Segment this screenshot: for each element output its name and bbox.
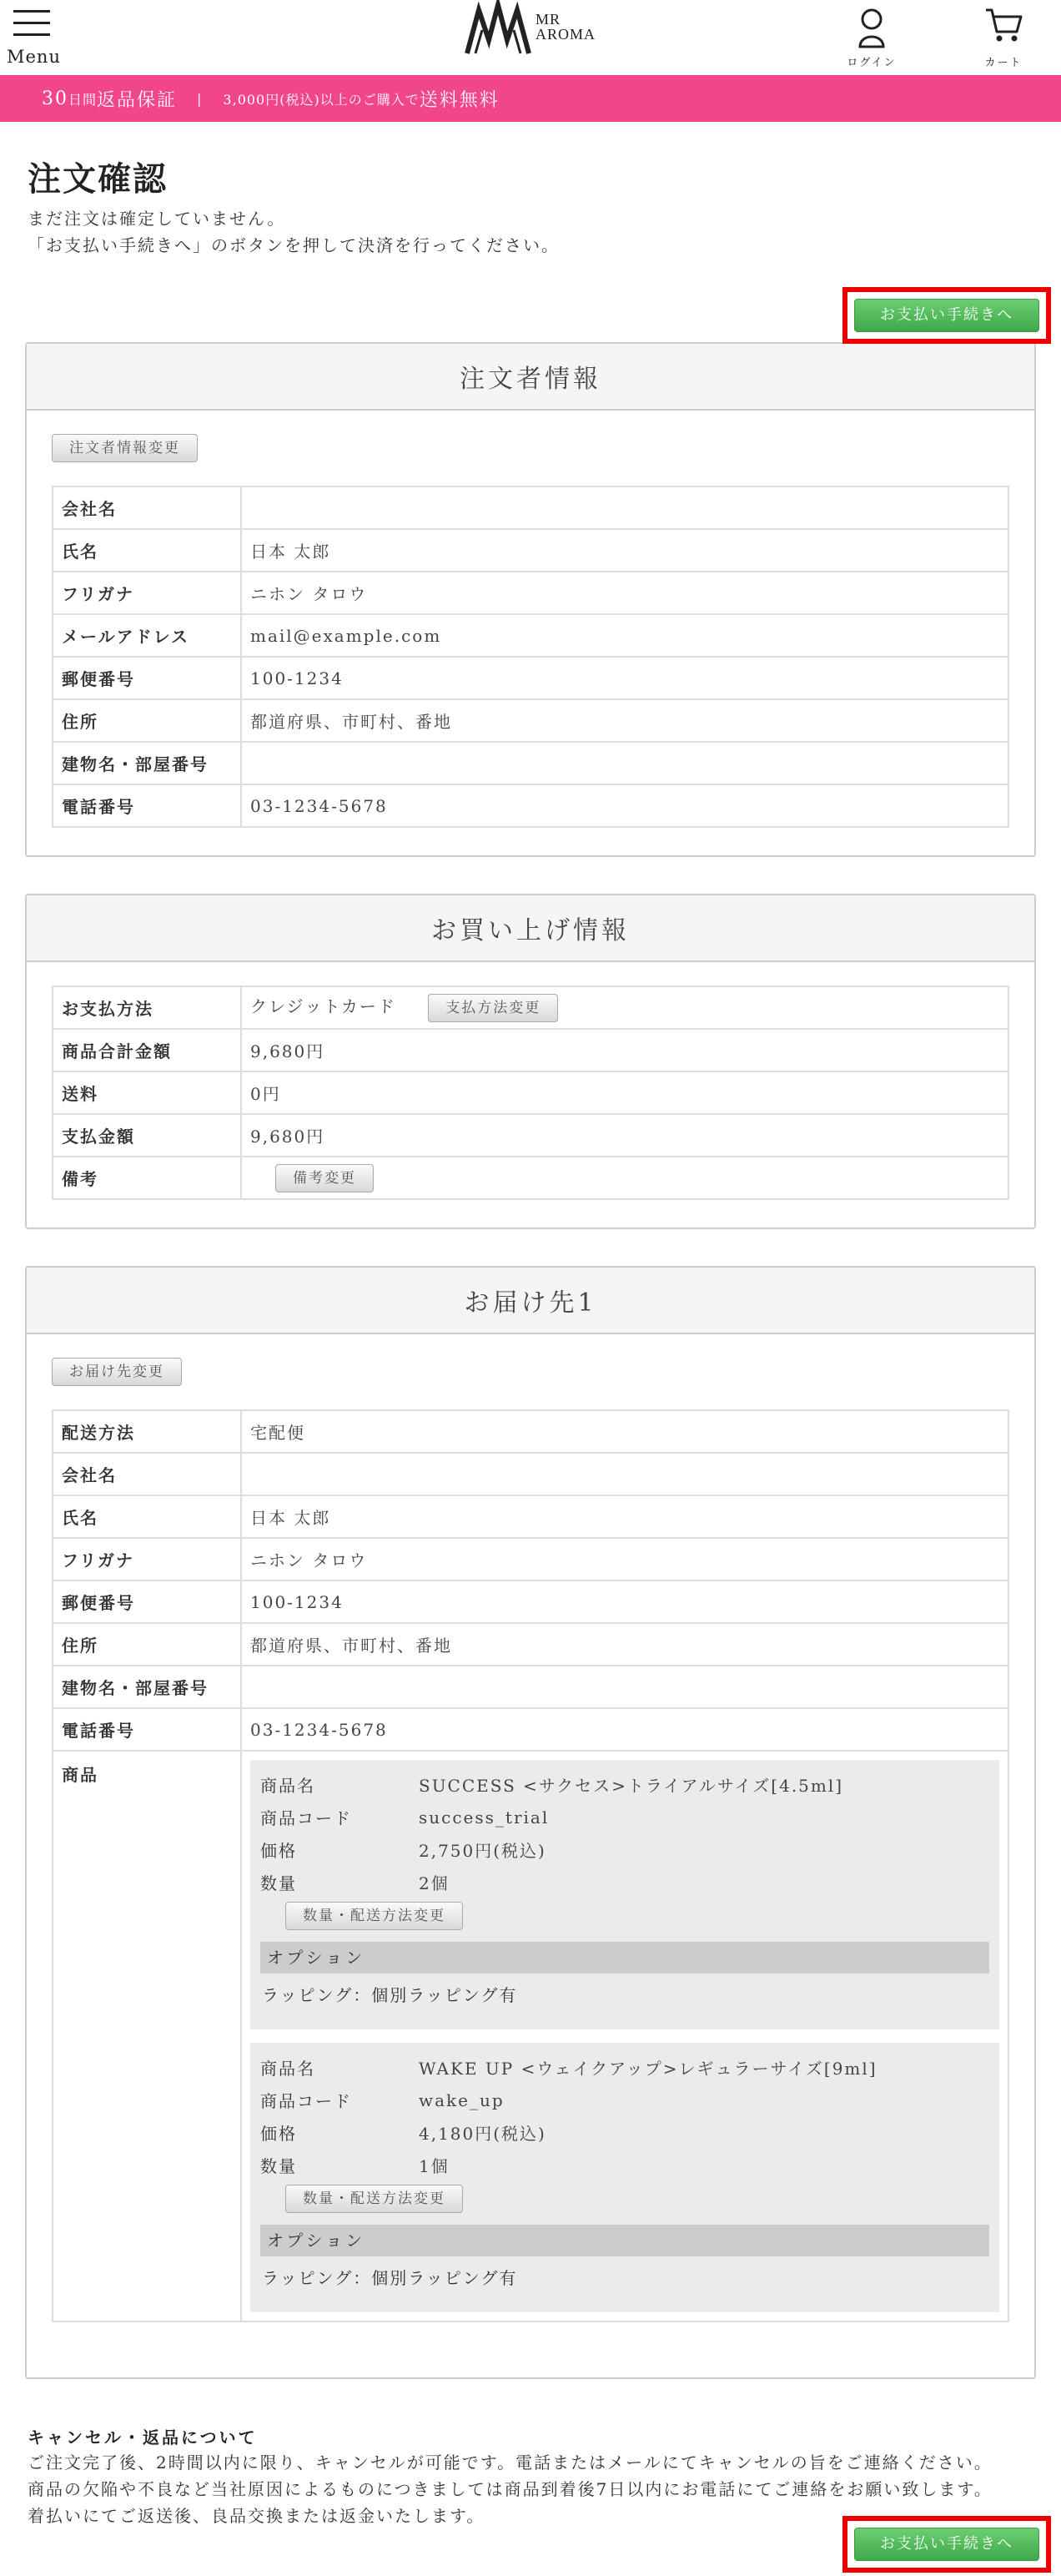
table-row — [53, 1410, 1008, 1453]
table-row — [53, 1029, 1008, 1071]
promo-banner — [0, 75, 1061, 122]
product-price-row — [260, 2116, 989, 2149]
row-label: 配送方法 — [53, 1410, 241, 1453]
proceed-to-payment-button-bottom[interactable]: お支払い手続きへ — [854, 2528, 1039, 2561]
row-label: 住所 — [53, 1623, 241, 1666]
policy-title: キャンセル・返品について — [28, 2427, 258, 2447]
table-row — [53, 1453, 1008, 1495]
total-amount-label: 支払金額 — [53, 1114, 241, 1157]
login-label: ログイン — [847, 57, 897, 69]
row-value: 都道府県、市町村、番地 — [241, 699, 1008, 742]
policy-line-2: 商品の欠陥や不良など当社原因によるものにつきましては商品到着後7日以内にお電話にてご連絡をお願い致します。 — [28, 2479, 993, 2499]
product-qty-value: 2個 — [419, 1873, 450, 1893]
product-qty-row — [260, 1866, 989, 1898]
table-row — [53, 572, 1008, 614]
total-amount-value: 9,680円 — [241, 1114, 1008, 1157]
purchase-info-heading: お買い上げ情報 — [27, 895, 1034, 962]
payment-method-label: お支払方法 — [53, 986, 241, 1029]
logo-mark-icon — [464, 0, 532, 58]
product-code-row — [260, 2084, 989, 2116]
product-code-value: wake_up — [419, 2090, 505, 2110]
row-label: 住所 — [53, 699, 241, 742]
product-card — [250, 1760, 999, 2029]
product-code-value: success_trial — [419, 1807, 550, 1827]
product-price-label: 価格 — [260, 1841, 297, 1861]
row-value: ニホン タロウ — [241, 1538, 1008, 1580]
option-heading: オプション — [260, 2225, 989, 2256]
product-code-label: 商品コード — [260, 2091, 352, 2111]
products-cell — [241, 1751, 1008, 2321]
delivery-info-table — [52, 1409, 1009, 2322]
purchase-info-section — [25, 894, 1036, 1229]
row-value: ニホン タロウ — [241, 572, 1008, 614]
table-row — [53, 1495, 1008, 1538]
row-label: 郵便番号 — [53, 657, 241, 699]
cart-label: カート — [984, 57, 1023, 69]
row-label: 会社名 — [53, 1453, 241, 1495]
table-row — [53, 1708, 1008, 1751]
page-title: 注文確認 — [28, 159, 168, 199]
row-label: 氏名 — [53, 529, 241, 572]
change-quantity-shipping-button[interactable]: 数量・配送方法変更 — [285, 2185, 463, 2213]
promo-days-suffix: 日間 — [68, 91, 98, 108]
row-label: 電話番号 — [53, 1708, 241, 1751]
row-value — [241, 742, 1008, 784]
table-row — [53, 657, 1008, 699]
logo-text: MR AROMA — [536, 11, 596, 43]
row-label: 氏名 — [53, 1495, 241, 1538]
row-value — [241, 486, 1008, 529]
site-header — [0, 0, 1061, 75]
cart-icon — [984, 7, 1023, 43]
row-value: 100-1234 — [241, 657, 1008, 699]
product-name-row — [260, 1768, 989, 1801]
delivery-heading: お届け先1 — [27, 1268, 1034, 1334]
product-price-label: 価格 — [260, 2124, 297, 2144]
table-row — [53, 1071, 1008, 1114]
product-name-row — [260, 2051, 989, 2084]
promo-threshold: 3,000円(税込)以上のご購入で — [223, 91, 420, 108]
edit-orderer-button[interactable]: 注文者情報変更 — [52, 434, 198, 462]
row-value: 都道府県、市町村、番地 — [241, 1623, 1008, 1666]
product-price-value: 2,750円(税込) — [419, 1841, 546, 1861]
table-row — [53, 614, 1008, 657]
product-code-label: 商品コード — [260, 1808, 352, 1828]
order-notice — [28, 205, 1033, 259]
change-payment-method-button[interactable]: 支払方法変更 — [428, 994, 558, 1022]
product-name-label: 商品名 — [260, 1776, 315, 1796]
row-label: メールアドレス — [53, 614, 241, 657]
row-value: mail@example.com — [241, 614, 1008, 657]
product-qty-label: 数量 — [260, 2156, 297, 2176]
pay-button-highlight-bottom — [842, 2516, 1051, 2573]
row-value: 日本 太郎 — [241, 529, 1008, 572]
user-icon — [855, 7, 888, 48]
orderer-info-table — [52, 486, 1009, 828]
menu-label: Menu — [7, 47, 61, 67]
row-value — [241, 1453, 1008, 1495]
order-confirm-intro — [0, 122, 1061, 342]
table-row — [53, 1157, 1008, 1199]
orderer-info-section — [25, 342, 1036, 857]
table-row — [53, 1751, 1008, 2321]
edit-remarks-button[interactable]: 備考変更 — [275, 1164, 374, 1192]
row-value: 03-1234-5678 — [241, 1708, 1008, 1751]
product-price-row — [260, 1833, 989, 1866]
site-logo[interactable] — [464, 0, 606, 58]
product-name-value: WAKE UP <ウェイクアップ>レギュラーサイズ[9ml] — [419, 2059, 877, 2079]
row-value: 日本 太郎 — [241, 1495, 1008, 1538]
notice-line-2: 「お支払い手続きへ」のボタンを押して決済を行ってください。 — [28, 235, 560, 255]
table-row — [53, 486, 1008, 529]
hamburger-icon — [13, 10, 50, 35]
table-row — [53, 1580, 1008, 1623]
promo-days: 30 — [42, 88, 68, 109]
row-value — [241, 1666, 1008, 1708]
row-value: 宅配便 — [241, 1410, 1008, 1453]
orderer-info-heading: 注文者情報 — [27, 344, 1034, 411]
remarks-cell — [241, 1157, 1008, 1199]
table-row — [53, 784, 1008, 827]
table-row — [53, 742, 1008, 784]
table-row — [53, 986, 1008, 1029]
login-button[interactable] — [842, 7, 901, 68]
promo-guarantee: 返品保証 — [97, 89, 178, 111]
promo-separator: | — [197, 90, 204, 107]
option-value: ラッピング：個別ラッピング有 — [262, 1985, 518, 2005]
table-row — [53, 1114, 1008, 1157]
products-label: 商品 — [53, 1751, 241, 2321]
product-code-row — [260, 1801, 989, 1833]
purchase-info-table — [52, 986, 1009, 1200]
product-qty-label: 数量 — [260, 1873, 297, 1893]
table-row — [53, 1538, 1008, 1580]
payment-method-value: クレジットカード — [250, 996, 396, 1017]
change-quantity-shipping-button[interactable]: 数量・配送方法変更 — [285, 1902, 463, 1930]
product-card — [250, 2043, 999, 2312]
pay-button-highlight-top — [842, 287, 1051, 344]
policy-line-3: 着払いにてご返送後、良品交換または返金いたします。 — [28, 2506, 485, 2526]
menu-button[interactable] — [7, 5, 60, 68]
shipping-fee-value: 0円 — [241, 1071, 1008, 1114]
policy-line-1: ご注文完了後、2時間以内に限り、キャンセルが可能です。電話またはメールにてキャンセルの旨をご連絡ください。 — [28, 2452, 993, 2473]
row-label: 会社名 — [53, 486, 241, 529]
row-value: 100-1234 — [241, 1580, 1008, 1623]
payment-method-cell — [241, 986, 1008, 1029]
delivery-section — [25, 1266, 1036, 2379]
subtotal-value: 9,680円 — [241, 1029, 1008, 1071]
edit-delivery-address-button[interactable]: お届け先変更 — [52, 1358, 182, 1386]
cart-button[interactable] — [974, 7, 1033, 68]
row-label: 郵便番号 — [53, 1580, 241, 1623]
subtotal-label: 商品合計金額 — [53, 1029, 241, 1071]
option-heading: オプション — [260, 1942, 989, 1974]
row-label: フリガナ — [53, 572, 241, 614]
option-value: ラッピング：個別ラッピング有 — [262, 2268, 518, 2288]
notice-line-1: まだ注文は確定していません。 — [28, 209, 286, 229]
row-label: フリガナ — [53, 1538, 241, 1580]
product-qty-value: 1個 — [419, 2156, 450, 2176]
table-row — [53, 1666, 1008, 1708]
product-name-label: 商品名 — [260, 2059, 315, 2079]
table-row — [53, 529, 1008, 572]
cancel-return-policy — [0, 2426, 1061, 2576]
proceed-to-payment-button-top[interactable]: お支払い手続きへ — [854, 299, 1039, 332]
row-value: 03-1234-5678 — [241, 784, 1008, 827]
promo-free-shipping: 送料無料 — [419, 89, 500, 111]
table-row — [53, 699, 1008, 742]
row-label: 電話番号 — [53, 784, 241, 827]
product-qty-row — [260, 2149, 989, 2181]
product-name-value: SUCCESS <サクセス>トライアルサイズ[4.5ml] — [419, 1776, 844, 1796]
row-label: 建物名・部屋番号 — [53, 742, 241, 784]
shipping-fee-label: 送料 — [53, 1071, 241, 1114]
product-price-value: 4,180円(税込) — [419, 2124, 546, 2144]
row-label: 建物名・部屋番号 — [53, 1666, 241, 1708]
remarks-label: 備考 — [53, 1157, 241, 1199]
table-row — [53, 1623, 1008, 1666]
